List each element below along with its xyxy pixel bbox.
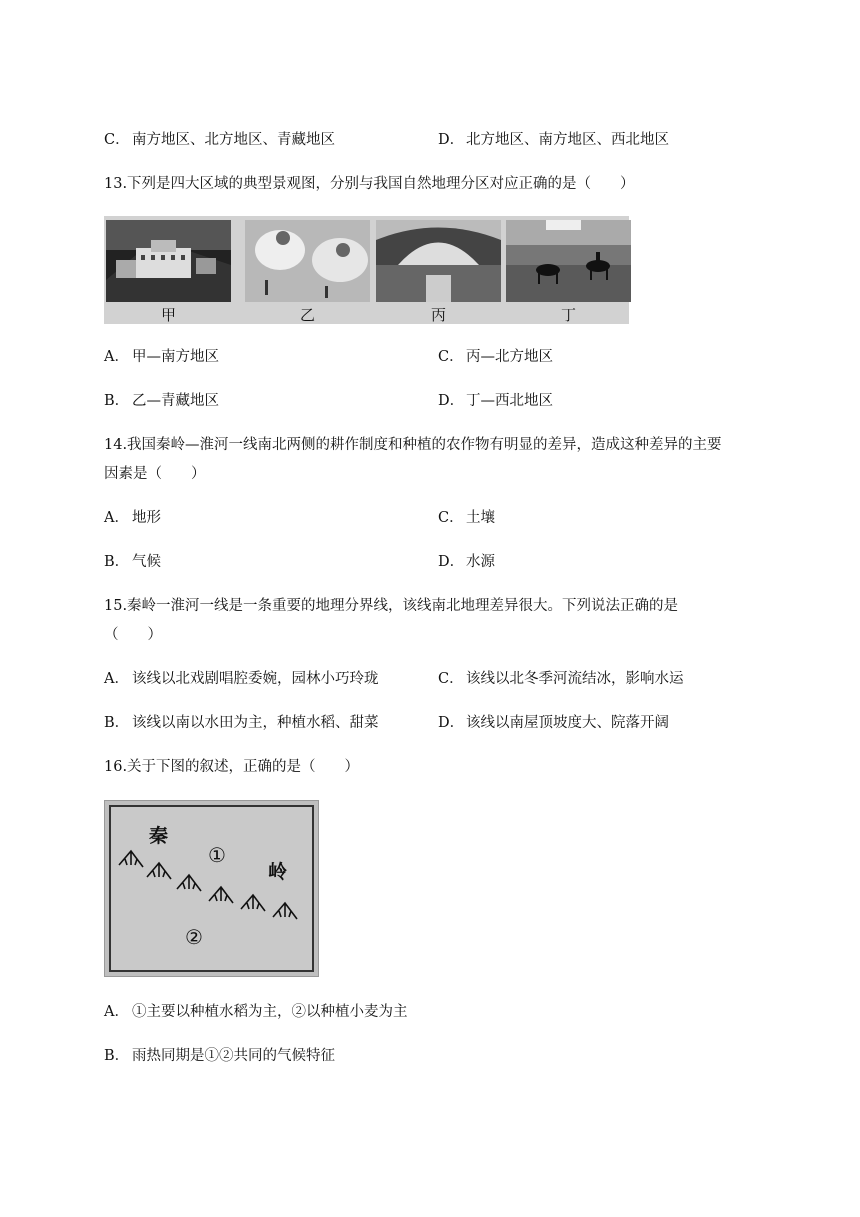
option-letter: B． (104, 393, 130, 409)
option-letter: D． (438, 715, 465, 731)
option-text: 该线以北戏剧唱腔委婉，园林小巧玲珑 (132, 671, 379, 687)
option-text: 该线以北冬季河流结冰，影响水运 (466, 671, 684, 687)
q14-stem-line1: 14.我国秦岭—淮河一线南北两侧的耕作制度和种植的农作物有明显的差异，造成这种差异的主要 (104, 437, 722, 453)
option-text: ①主要以种植水稻为主，②以种植小麦为主 (132, 1004, 408, 1020)
option-letter: A． (104, 1004, 129, 1020)
option-text: 丙—北方地区 (466, 349, 553, 365)
qinling-map-figure (104, 800, 319, 977)
option-letter: B． (104, 715, 130, 731)
caption-bing: 丙 (430, 306, 446, 324)
option-text: 丁—西北地区 (466, 393, 553, 409)
q14-option-d (438, 552, 495, 572)
option-text: 水源 (466, 554, 495, 570)
q16-stem: 16.关于下图的叙述，正确的是（ ） (104, 759, 360, 775)
q13-option-a (104, 347, 219, 367)
option-letter: C． (438, 349, 464, 365)
landscape-photos-figure (104, 216, 629, 324)
q13-option-b (104, 391, 219, 411)
q14-option-b (104, 552, 161, 572)
option-text: 该线以南以水田为主，种植水稻、甜菜 (132, 715, 379, 731)
q15-option-a (104, 669, 379, 689)
option-text: 乙—青藏地区 (132, 393, 219, 409)
photo-jia-tibetan-palace (106, 220, 231, 302)
q14-option-c (438, 508, 495, 528)
option-text: 该线以南屋顶坡度大、院落开阔 (466, 715, 669, 731)
caption-jia: 甲 (160, 306, 176, 324)
q13-option-d (438, 391, 553, 411)
option-text: 气候 (132, 554, 161, 570)
q14-option-a (104, 508, 161, 528)
q16-option-a (104, 1002, 408, 1022)
map-frame (109, 805, 314, 972)
q15-option-c (438, 669, 684, 689)
label-region-two: ② (185, 925, 203, 949)
photo-bing-arch-bridge (376, 220, 501, 302)
q15-stem-line2: （ ） (104, 627, 162, 643)
q13-stem: 13.下列是四大区域的典型景观图，分别与我国自然地理分区对应正确的是（ ） (104, 176, 635, 192)
option-text: 土壤 (466, 510, 495, 526)
label-ling: 岭 (268, 861, 288, 883)
q12-option-d (438, 130, 669, 150)
mountain-symbols (109, 805, 316, 974)
label-region-one: ① (208, 843, 226, 867)
option-text: 雨热同期是①②共同的气候特征 (132, 1048, 335, 1064)
option-letter: D． (438, 393, 465, 409)
q12-option-c (104, 130, 335, 150)
q14-stem-line2: 因素是（ ） (104, 466, 206, 482)
q13-option-c (438, 347, 553, 367)
photo-yi-landscape (245, 220, 370, 302)
q15-stem-line1: 15.秦岭一淮河一线是一条重要的地理分界线，该线南北地理差异很大。下列说法正确的是 (104, 598, 679, 614)
option-letter: A． (104, 349, 129, 365)
caption-ding: 丁 (560, 306, 576, 324)
caption-yi: 乙 (299, 306, 315, 324)
option-letter: C． (104, 132, 130, 148)
q15-option-b (104, 713, 379, 733)
label-qin: 秦 (149, 825, 169, 847)
option-letter: D． (438, 132, 465, 148)
option-text: 南方地区、北方地区、青藏地区 (132, 132, 335, 148)
option-letter: A． (104, 671, 129, 687)
option-letter: A． (104, 510, 129, 526)
option-letter: B． (104, 1048, 130, 1064)
option-letter: D． (438, 554, 465, 570)
option-text: 地形 (132, 510, 161, 526)
option-letter: C． (438, 671, 464, 687)
option-letter: B． (104, 554, 130, 570)
option-letter: C． (438, 510, 464, 526)
option-text: 北方地区、南方地区、西北地区 (466, 132, 669, 148)
option-text: 甲—南方地区 (132, 349, 219, 365)
q16-option-b (104, 1046, 335, 1066)
q15-option-d (438, 713, 669, 733)
photo-ding-horse-riders (506, 220, 631, 302)
